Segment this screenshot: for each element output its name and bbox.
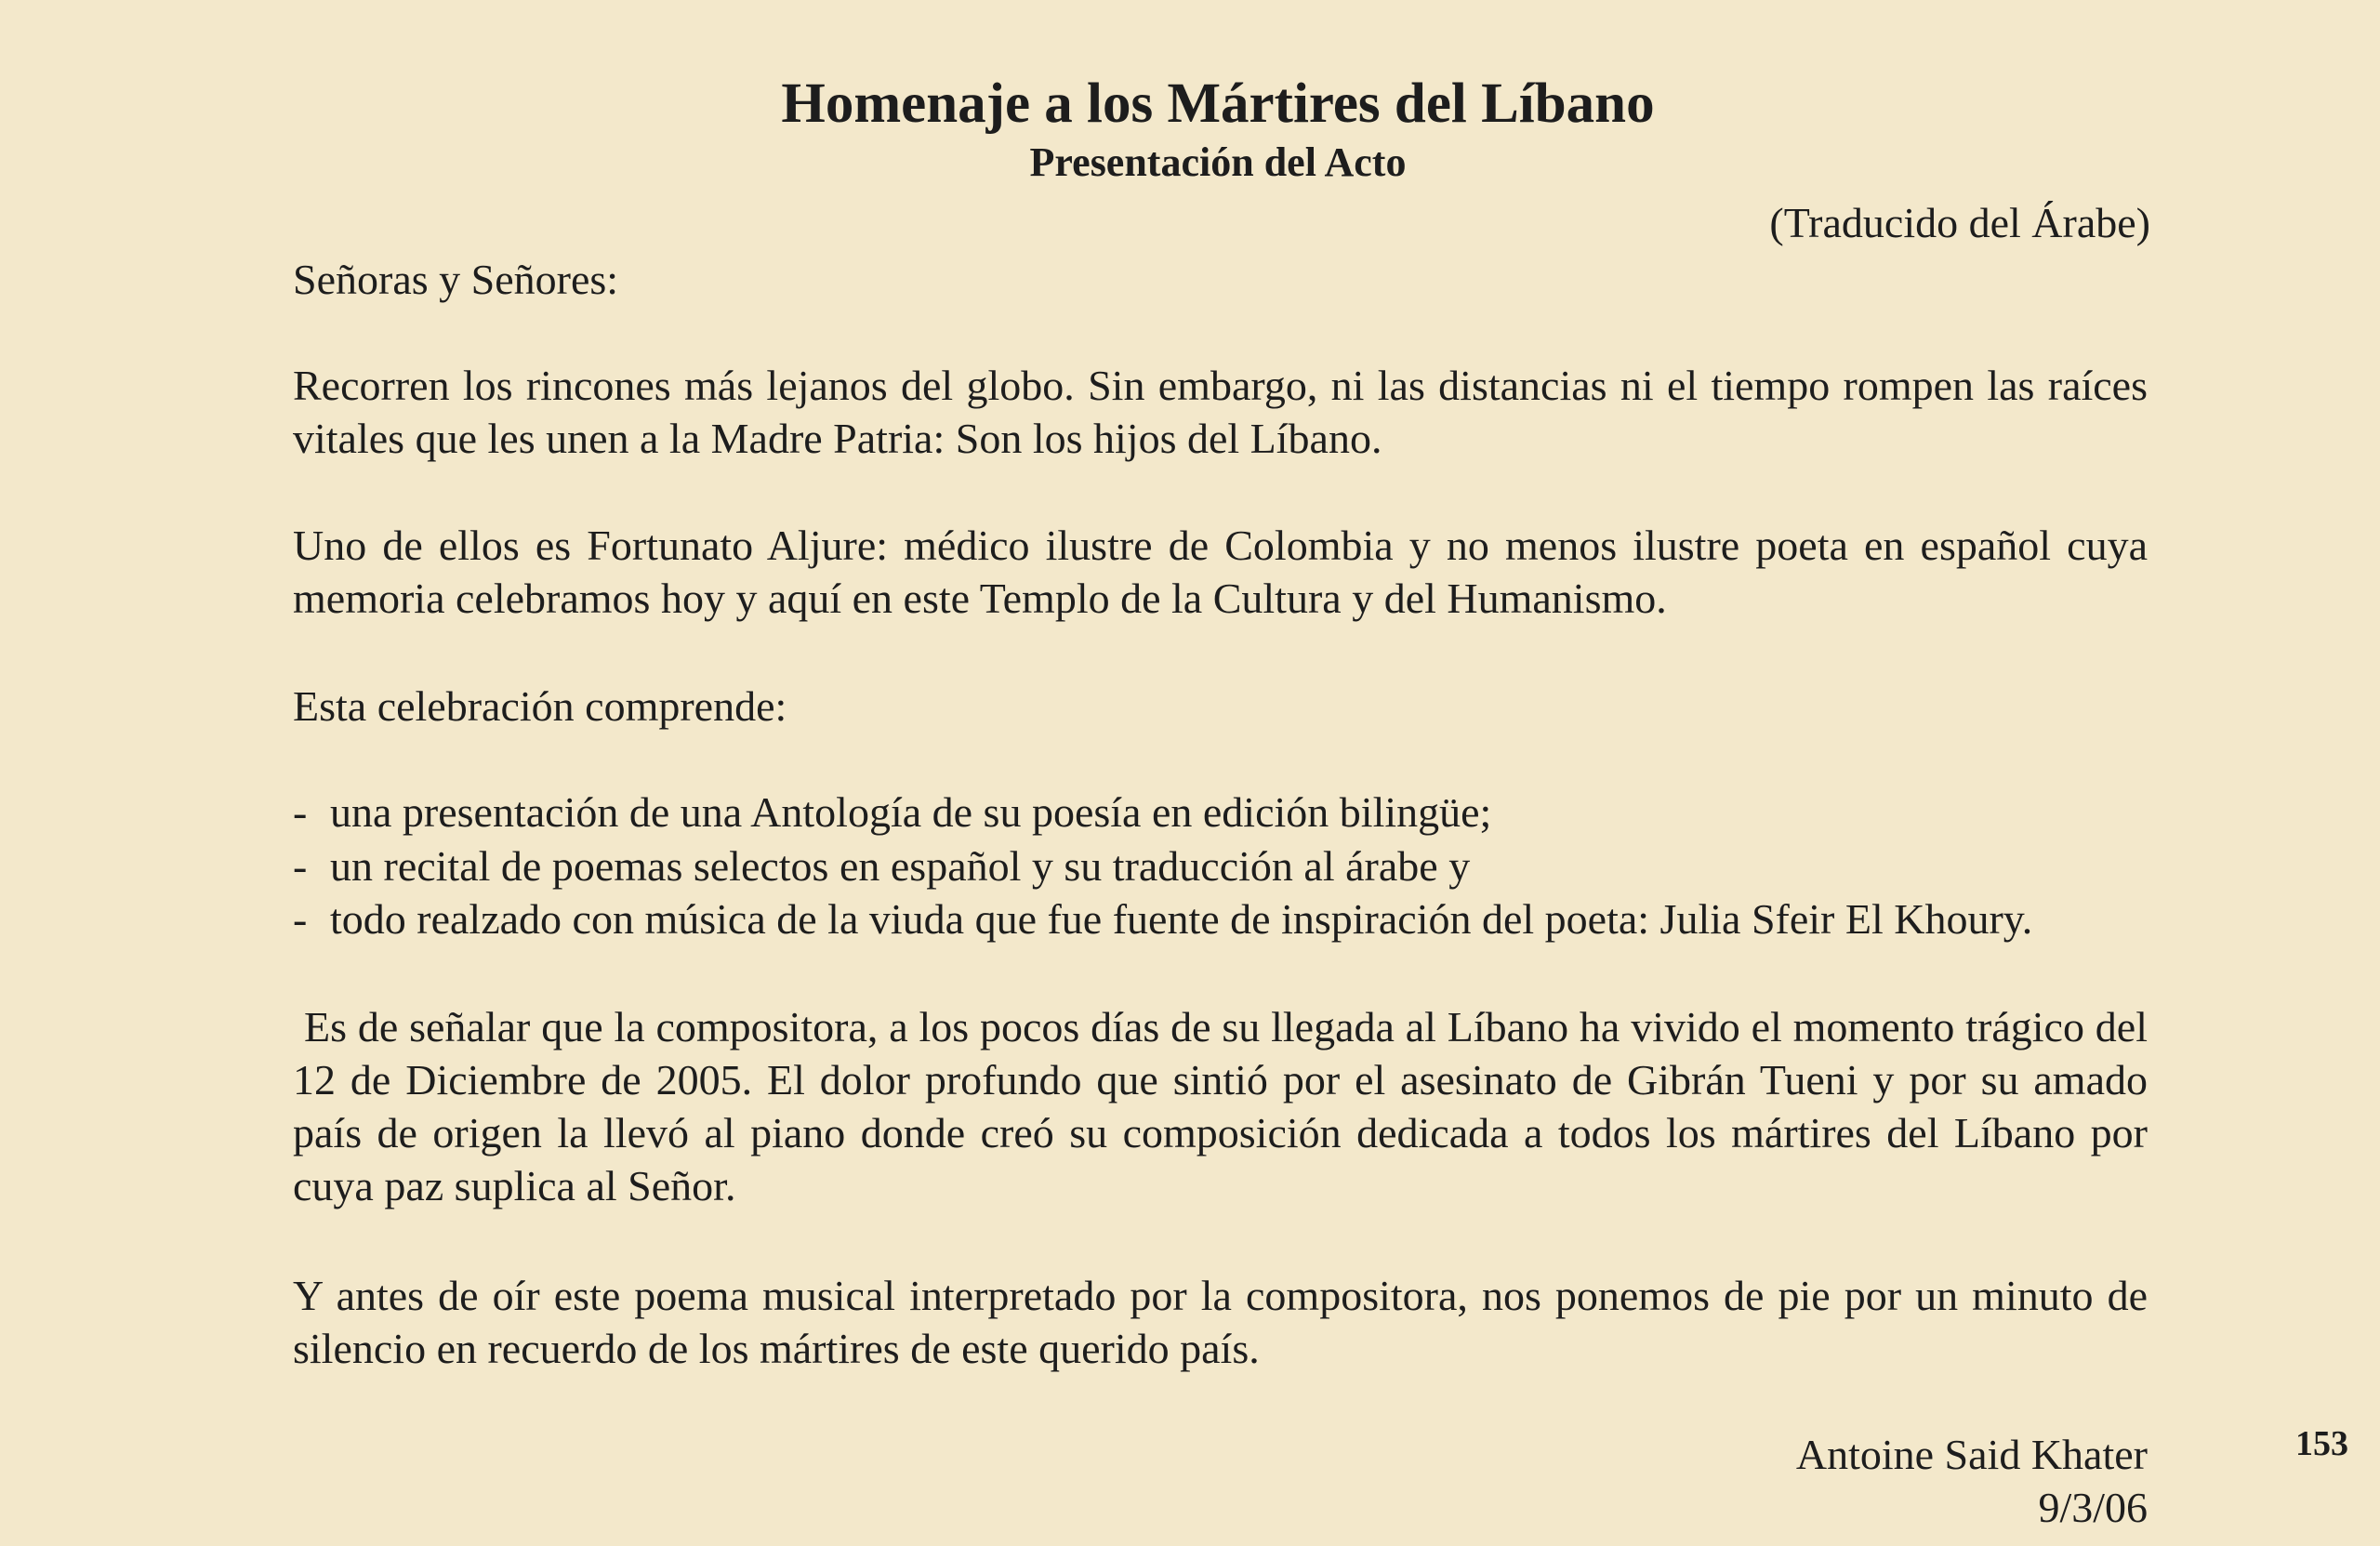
- paragraph-2: Uno de ellos es Fortunato Aljure: médico ilustre de Colombia y no menos ilustre poeta en español cuya memoria celebramos hoy y aquí en este Templo de la Cultura y del Humanismo.: [293, 522, 2148, 622]
- paragraph-1: Recorren los rincones más lejanos del globo. Sin embargo, ni las distancias ni el tiempo rompen las raíces vitales que les unen a la Madre Patria: Son los hijos del Líbano.: [293, 362, 2148, 462]
- list-item: [293, 786, 2199, 839]
- document-title: Homenaje a los Mártires del Líbano: [781, 73, 1655, 135]
- page-number: 153: [2295, 1424, 2348, 1463]
- list-item-text: todo realzado con música de la viuda que fue fuente de inspiración del poeta: Julia Sfeir El Khoury.: [330, 895, 2033, 943]
- list-marker: -: [293, 788, 308, 836]
- signature-author: Antoine Said Khater: [1795, 1431, 2148, 1478]
- list-marker: -: [293, 841, 308, 890]
- salutation: Señoras y Señores:: [293, 256, 619, 303]
- list-marker: -: [293, 895, 308, 943]
- celebration-list: [293, 786, 2199, 946]
- paragraph-5: Y antes de oír este poema musical interpretado por la compositora, nos ponemos de pie por un minuto de silencio en recuerdo de los mártires de este querido país.: [293, 1272, 2148, 1372]
- list-item-text: un recital de poemas selectos en español y su traducción al árabe y: [330, 841, 1471, 890]
- list-item: [293, 892, 2199, 946]
- signature-block: [1796, 1428, 2148, 1534]
- list-item-text: una presentación de una Antología de su poesía en edición bilingüe;: [330, 788, 1492, 836]
- document-subtitle: Presentación del Acto: [1029, 139, 1407, 185]
- translation-note: (Traducido del Árabe): [1769, 199, 2150, 246]
- paragraph-3: Esta celebración comprende:: [293, 682, 787, 730]
- list-item: [293, 839, 2199, 893]
- signature-date: 9/3/06: [2038, 1484, 2148, 1531]
- paragraph-4: Es de señalar que la compositora, a los pocos días de su llegada al Líbano ha vivido el momento trágico del 12 de Diciembre de 2005. El dolor profundo que sintió por el asesinato de Gibrán Tueni y por su amado país de origen la llevó al piano donde creó su composición dedicada a todos los mártires del Líbano por cuya paz suplica al Señor.: [293, 1003, 2148, 1209]
